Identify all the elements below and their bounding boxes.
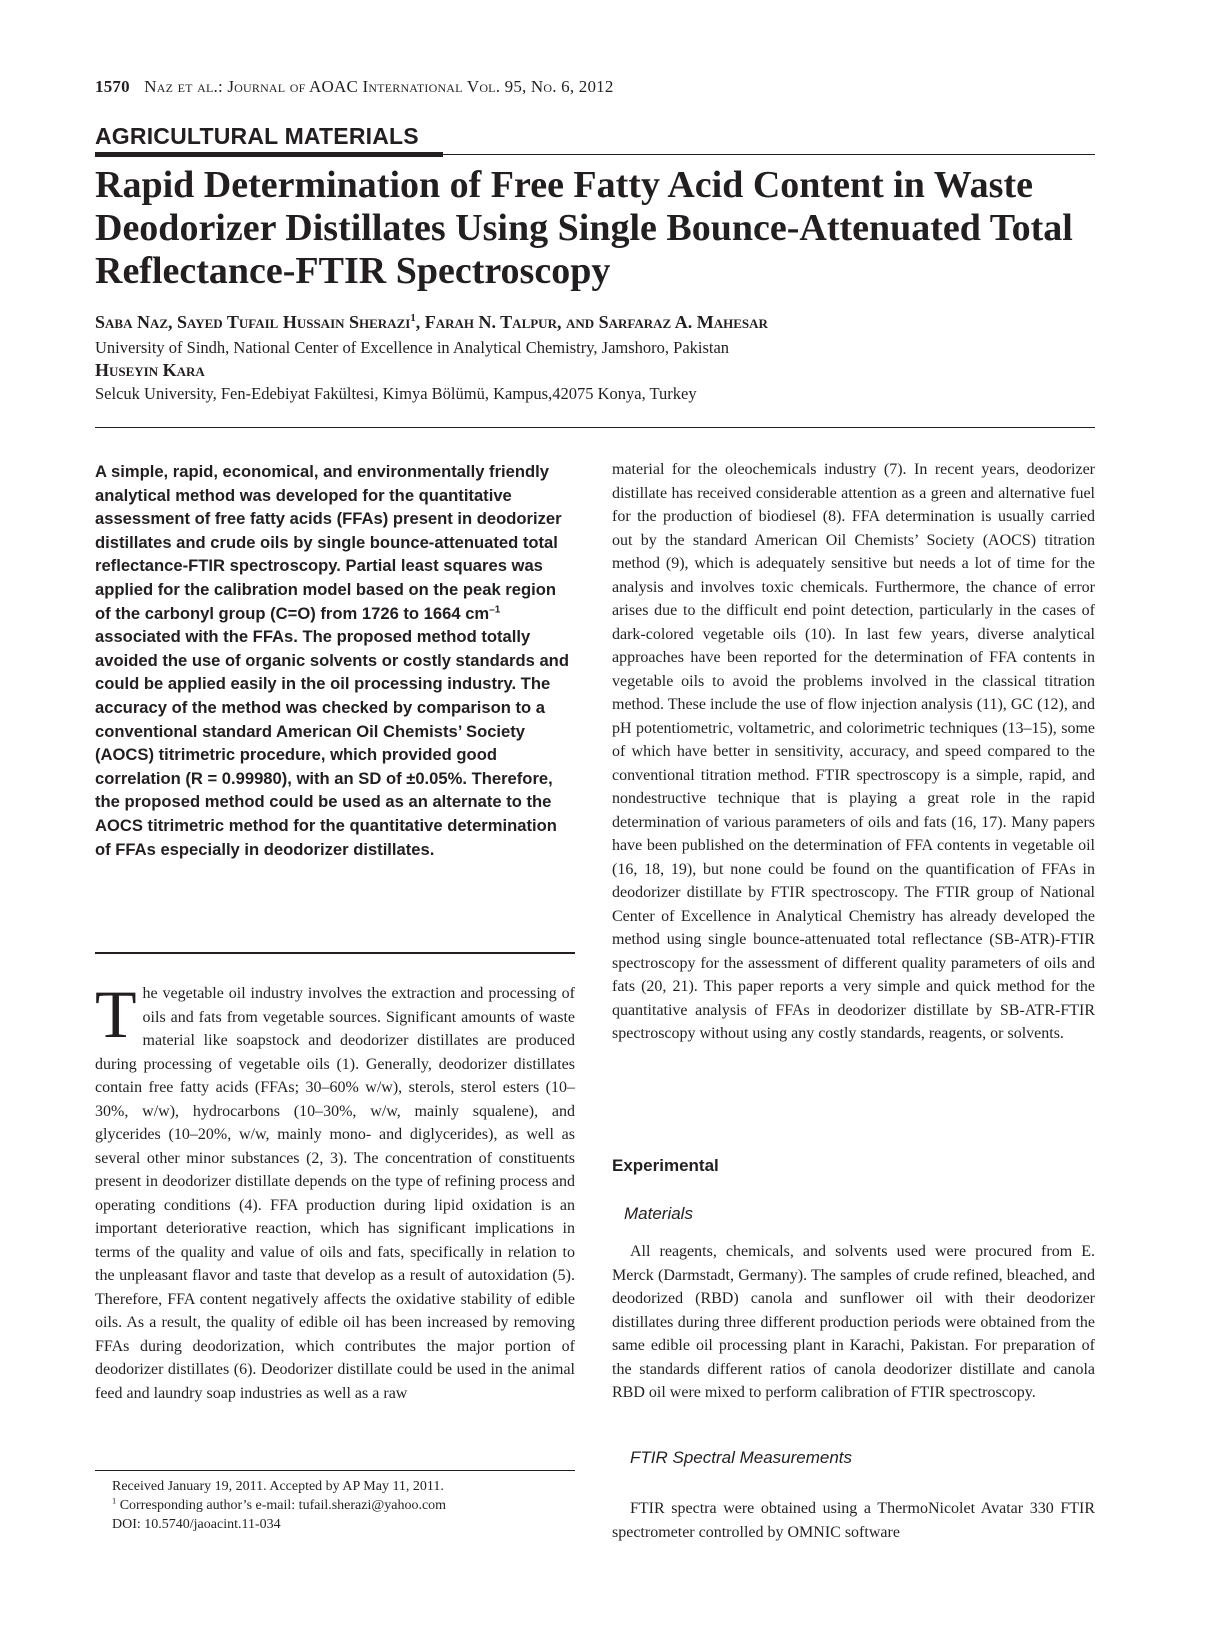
- doi: DOI: 10.5740/jaoacint.11-034: [112, 1517, 281, 1532]
- section-underline: [95, 152, 443, 157]
- header-rule: [95, 427, 1095, 428]
- materials-paragraph: All reagents, chemicals, and solvents used were procured from E. Merck (Darmstadt, Germany). The samples of crude refined, bleached, and deodorized (RBD) canola and sunflower oil with their deodorizer distillates during three different production periods were obtained from the same edible oil processing plant in Karachi, Pakistan. For preparation of the standards different ratios of canola deodorizer distillate and canola RBD oil were mixed to perform calibration of FTIR spectroscopy.: [612, 1243, 1095, 1401]
- running-header: [95, 77, 614, 97]
- experimental-heading: Experimental: [612, 1156, 719, 1175]
- journal-citation: Naz et al.: Journal of AOAC International Vol. 95, No. 6, 2012: [144, 77, 614, 96]
- abstract: A simple, rapid, economical, and environmentally friendly analytical method was developed for the quantitative assessment of free fatty acids (FFAs) present in deodorizer distillates and crude oils by single bounce-attenuated total reflectance-FTIR spectroscopy. Partial least squares was applied for the calibration model based on the peak region of the carbonyl group (C=O) from 1726 to 1664 $cm^{-1}$ associated with the FFAs. The proposed method totally avoided the use of organic solvents or costly standards and could be applied easily in the oil processing industry. The accuracy of the method was checked by comparison to a conventional standard American Oil Chemists’ Society (AOCS) titrimetric procedure, which provided good correlation (R = 0.99980), with an SD of ±0.05%. Therefore, the proposed method could be used as an alternate to the AOCS titrimetric method for the quantitative determination of FFAs especially in deodorizer distillates.: [95, 462, 569, 859]
- ftir-paragraph: FTIR spectra were obtained using a ThermoNicolet Avatar 330 FTIR spectrometer controlled by OMNIC software: [612, 1500, 1095, 1541]
- section-rule: [443, 154, 1095, 155]
- ftir-heading: FTIR Spectral Measurements: [630, 1448, 853, 1467]
- corresponding-author: $^1$ Corresponding author’s e-mail: tufail.sherazi@yahoo.com: [112, 1496, 447, 1513]
- received-dates: Received January 19, 2011. Accepted by AP May 11, 2011.: [112, 1479, 444, 1494]
- article-title: Rapid Determination of Free Fatty Acid Content in Waste Deodorizer Distillates Using Single Bounce-Attenuated Total Reflectance-FTIR Spectroscopy: [95, 164, 1073, 292]
- footnote-rule: [95, 1470, 575, 1471]
- author-footnote-marker: 1: [410, 312, 416, 324]
- intro-paragraph: The vegetable oil industry involves the extraction and processing of oils and fats from vegetable sources. Significant amounts of waste material like soapstock and deodorizer distillates are produced during processing of vegetable oils (1). Generally, deodorizer distillates contain free fatty acids (FFAs; 30–60% w/w), sterols, sterol esters (10–30%, w/w), hydrocarbons (10–30%, w/w, mainly squalene), and glycerides (10–20%, w/w, mainly mono- and diglycerides), as well as several other minor substances (2, 3). The concentration of constituents present in deodorizer distillate depends on the type of refining process and operating conditions (4). FFA production during lipid oxidation is an important deteriorative reaction, which has significant implications in terms of the quality and value of oils and fats, specifically in relation to the unpleasant flavor and taste that develop as a result of autoxidation (5). Therefore, FFA content negatively affects the oxidative stability of edible oils. As a result, the quality of edible oil has been increased by removing FFAs during deodorization, which contributes the major portion of deodorizer distillates (6). Deodorizer distillate could be used in the animal feed and laundry soap industries as well as a raw: [95, 976, 575, 1402]
- author-list-2: Huseyin Kara: [95, 360, 205, 380]
- section-label: AGRICULTURAL MATERIALS: [95, 123, 419, 149]
- intro-continued: material for the oleochemicals industry (7). In recent years, deodorizer distillate has received considerable attention as a green and alternative fuel for the production of biodiesel (8). FFA determination is usually carried out by the standard American Oil Chemists’ Society (AOCS) titration method (9), which is adequately sensitive but needs a lot of time for the analysis and involves toxic chemicals. Furthermore, the chance of error arises due to the difficult end point detection, particularly in the cases of dark-colored vegetable oils (10). In last few years, diverse analytical approaches have been reported for the determination of FFA contents in vegetable oils to avoid the problems involved in the classical titration method. These include the use of flow injection analysis (11), GC (12), and pH potentiometric, voltametric, and colorimetric techniques (13–15), some of which have better in sensitivity, accuracy, and speed compared to the conventional titration method. FTIR spectroscopy is a simple, rapid, and nondestructive technique that is playing a great role in the rapid determination of various parameters of oils and fats (16, 17). Many papers have been published on the determination of FFA contents in vegetable oil (16, 18, 19), but none could be found on the quantification of FFAs in deodorizer distillate by FTIR spectroscopy. The FTIR group of National Center of Excellence in Analytical Chemistry has already developed the method using single bounce-attenuated total reflectance (SB-ATR)-FTIR spectroscopy for the assessment of different quality parameters of oils and fats (20, 21). This paper reports a very simple and quick method for the quantitative analysis of FFAs in deodorizer distillate by SB-ATR-FTIR spectroscopy without using any costly standards, reagents, or solvents.: [612, 461, 1095, 1042]
- drop-cap: T: [95, 976, 137, 1052]
- page-number: 1570: [95, 77, 130, 96]
- affiliation-1: University of Sindh, National Center of Excellence in Analytical Chemistry, Jamshoro, Pakistan: [95, 338, 730, 357]
- affiliation-2: Selcuk University, Fen-Edebiyat Fakültesi, Kimya Bölümü, Kampus,42075 Konya, Turkey: [95, 384, 697, 403]
- author-list: Saba Naz, Sayed Tufail Hussain Sherazi$^1$, Farah N. Talpur, and Sarfaraz A. Mahesar: [95, 312, 768, 332]
- abstract-rule: [95, 952, 575, 954]
- footnotes: [112, 1477, 446, 1534]
- materials-heading: Materials: [624, 1204, 693, 1223]
